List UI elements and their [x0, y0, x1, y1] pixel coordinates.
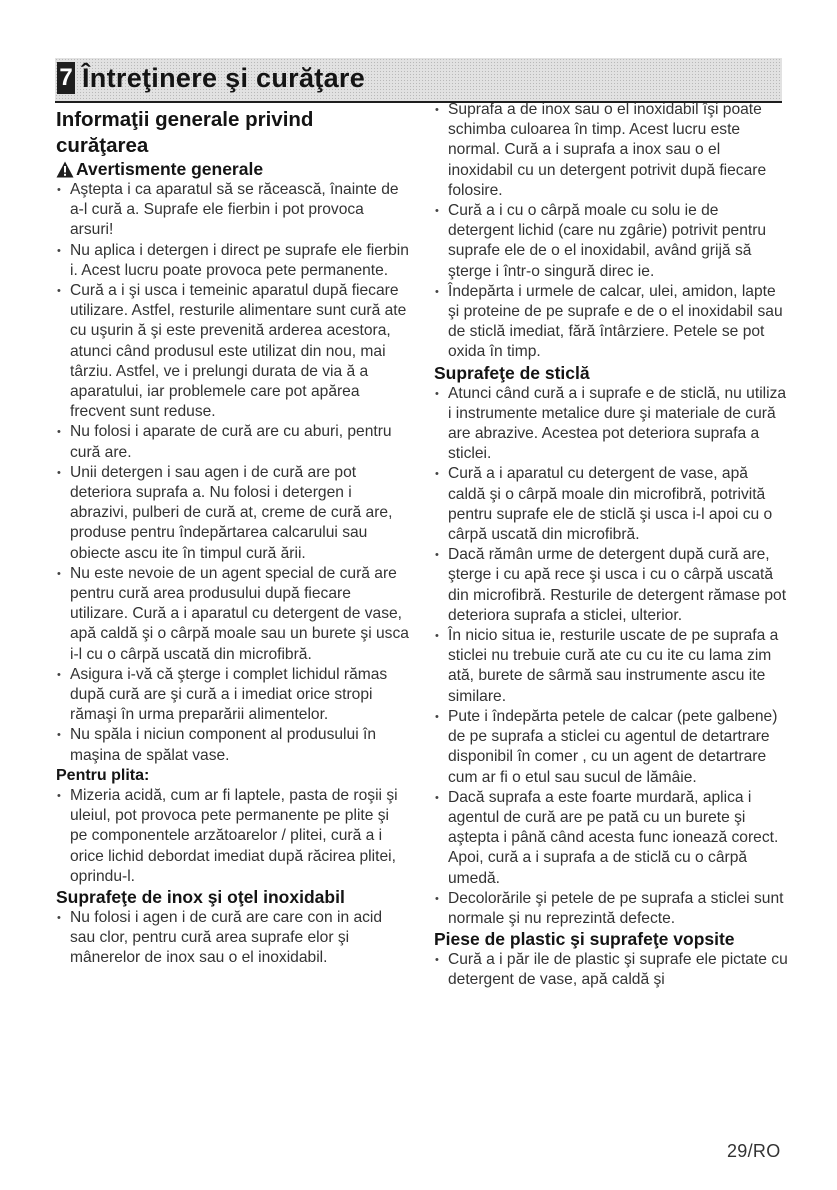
list-item: • Atunci când cură a i suprafe e de sticlă, nu utiliza i instrumente metalice dure şi materiale de cură are abrazive. Acestea pot deteriora suprafa a sticlei. [434, 384, 788, 465]
list-item: • Nu aplica i detergen i direct pe suprafe ele fierbin i. Acest lucru poate provoca pete permanente. [56, 241, 410, 281]
warnings-title: Avertismente generale [76, 159, 264, 179]
warnings-heading [56, 159, 410, 180]
list-item: • În nicio situa ie, resturile uscate de pe suprafa a sticlei nu trebuie cură ate cu cu ite cu lama zim ată, burete de sârmă sau instrumente ascu ite similare. [434, 626, 788, 707]
inox-list-left [56, 908, 410, 969]
page-number: 29/RO [727, 1141, 781, 1161]
chapter-number: 7 [57, 62, 75, 94]
list-item: • Cură a i păr ile de plastic şi suprafe ele pictate cu detergent de vase, apă caldă şi [434, 950, 788, 990]
warnings-list [56, 180, 410, 766]
plita-heading: Pentru plita: [56, 766, 150, 784]
list-item: • Pute i îndepărta petele de calcar (pete galbene) de pe suprafa a sticlei cu agentul de detartrare disponibil în comer , cu un agent de detartrare cum ar fi o etul sau sucul de lămâie. [434, 707, 788, 788]
plita-list [56, 786, 410, 887]
list-item: • Îndepărta i urmele de calcar, ulei, amidon, lapte şi proteine de pe suprafe e de o el inoxidabil sau de sticlă imediat, fără întârziere. Petele se pot oxida în timp. [434, 282, 788, 363]
list-item: • Asigura i-vă că şterge i complet lichidul rămas după cură are şi cură a i imediat orice stropi rămaşi în urma preparării alimentelor. [56, 665, 410, 726]
list-item: • Aştepta i ca aparatul să se răcească, înainte de a-l cură a. Suprafe ele fierbin i pot provoca arsuri! [56, 180, 410, 241]
list-item: • Cură a i şi usca i temeinic aparatul după fiecare utilizare. Astfel, resturile alimentare sunt cură ate cu uşurin ă şi este prevenită arderea acestora, atunci când produsul este utilizat din nou, mai târziu. Astfel, ve i prelungi durata de via ă a aparatului, iar problemele care pot apărea frecvent sunt reduse. [56, 281, 410, 422]
list-item: • Nu spăla i niciun component al produsului în maşina de spălat vase. [56, 725, 410, 765]
list-item: • Nu folosi i agen i de cură are care con in acid sau clor, pentru cură area suprafe elor şi mânerelor de inox sau o el inoxidabil. [56, 908, 410, 969]
plastic-list [434, 950, 788, 990]
left-column [56, 107, 410, 969]
list-item: • Unii detergen i sau agen i de cură are pot deteriora suprafa a. Nu folosi i detergen i abrazivi, pulberi de cură at, creme de cură are, produse pentru îndepărtarea calcarului sau obiecte ascu ite în timpul cură ării. [56, 463, 410, 564]
sticla-list [434, 384, 788, 929]
sticla-heading: Suprafeţe de sticlă [434, 362, 590, 383]
list-item: • Decolorările şi petele de pe suprafa a sticlei sunt normale şi nu reprezintă defecte. [434, 889, 788, 929]
plastic-heading: Piese de plastic şi suprafeţe vopsite [434, 929, 735, 950]
inox-heading: Suprafeţe de inox şi oţel inoxidabil [56, 886, 345, 907]
inox-list-right [434, 100, 788, 363]
chapter-title: Întreţinere şi curăţare [82, 63, 366, 93]
list-item: • Dacă suprafa a este foarte murdară, aplica i agentul de cură are pe pată cu un burete şi aştepta i până când acesta func ionează corect. Apoi, cură a i suprafa a de sticlă cu o cârpă umedă. [434, 788, 788, 889]
right-column [434, 100, 788, 991]
list-item: • Dacă rămân urme de detergent după cură are, şterge i cu apă rece şi usca i cu o cârpă uscată din microfibră. Resturile de detergent rămase pot deteriora suprafa a sticlei, ulterior. [434, 545, 788, 626]
list-item: • Nu este nevoie de un agent special de cură are pentru cură area produsului după fiecare utilizare. Cură a i aparatul cu detergent de vase, apă caldă şi o cârpă moale sau un burete şi usca i-l cu o cârpă uscată din microfibră. [56, 564, 410, 665]
list-item: • Cură a i cu o cârpă moale cu solu ie de detergent lichid (care nu zgârie) potrivit pentru suprafe ele de o el inoxidabil, având grijă să ştergе i într-o singură direc ie. [434, 201, 788, 282]
list-item: • Suprafa a de inox sau o el inoxidabil îşi poate schimba culoarea în timp. Acest lucru este normal. Cură a i suprafa a inox sau o el inoxidabil cu un detergent potrivit după fiecare folosire. [434, 100, 788, 201]
warning-triangle-icon [56, 161, 74, 178]
list-item: • Cură a i aparatul cu detergent de vase, apă caldă şi o cârpă moale din microfibră, potrivită pentru suprafe ele de sticlă şi usca i-l apoi cu o cârpă uscată din microfibră. [434, 464, 788, 545]
list-item: • Nu folosi i aparate de cură are cu aburi, pentru cură are. [56, 422, 410, 462]
section-title-general-cleaning: Informaţii generale privind curăţarea [56, 108, 314, 157]
list-item: • Mizeria acidă, cum ar fi laptele, pasta de roşii şi uleiul, pot provoca pete permanente pe plite şi pe componentele arzătoarelor / plitei, cură a i orice lichid debordat imediat după răcirea plitei, oprindu-l. [56, 786, 410, 887]
